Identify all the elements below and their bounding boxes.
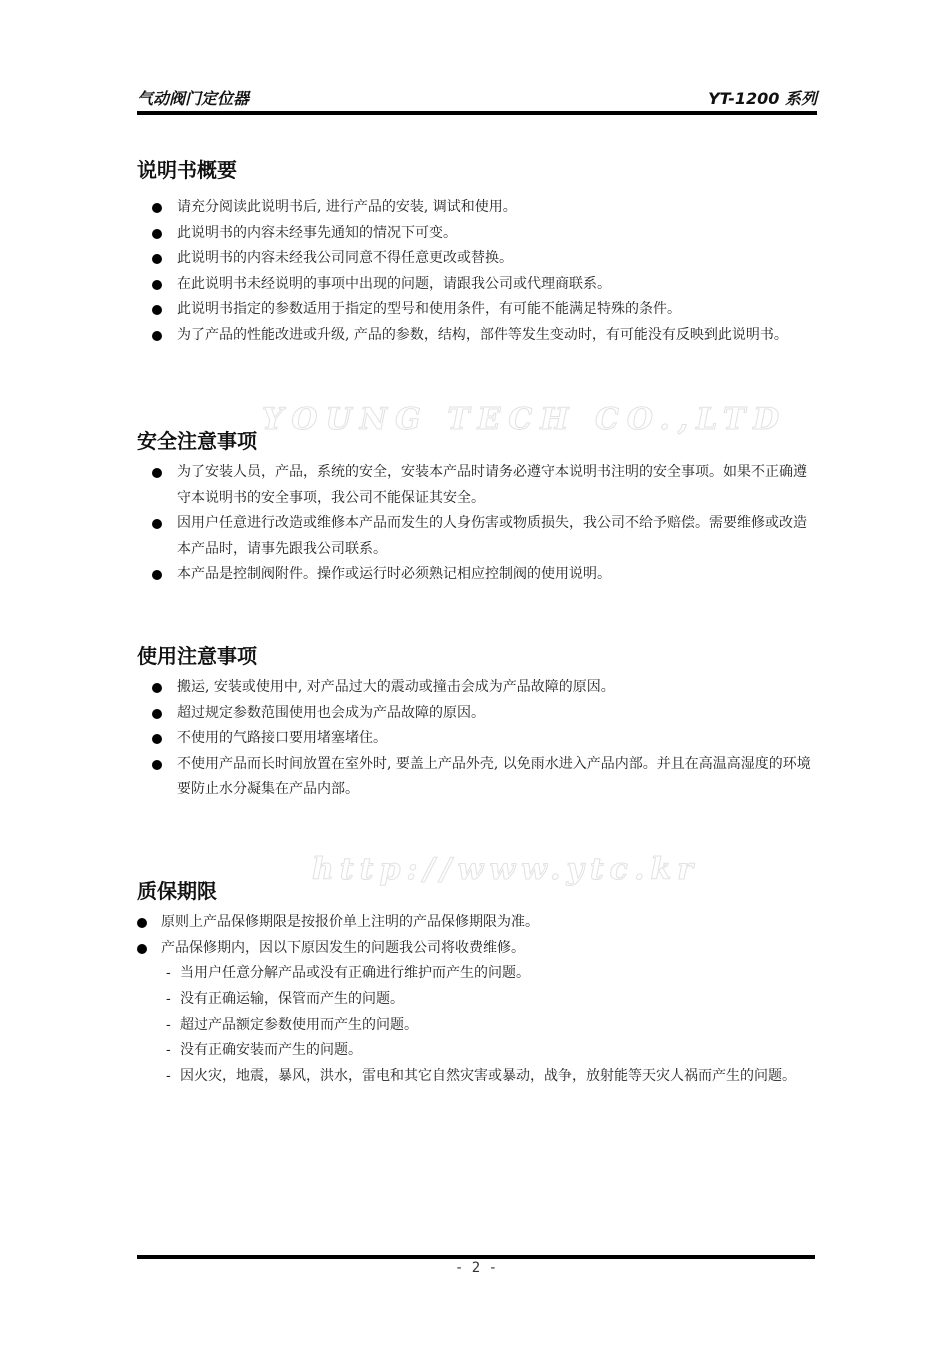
list-item-text: 在此说明书未经说明的事项中出现的问题，请跟我公司或代理商联系。 [177, 275, 611, 292]
bullet-icon [152, 468, 162, 478]
list-item-text: 产品保修期内，因以下原因发生的问题我公司将收费维修。 [161, 939, 525, 956]
header-divider [137, 111, 817, 115]
list-item-text: 因用户任意进行改造或维修本产品而发生的人身伤害或物质损失，我公司不给予赔偿。需要维修或改造本产品时，请事先跟我公司联系。 [177, 515, 807, 557]
bullet-icon [152, 229, 162, 239]
safety-list [137, 460, 819, 588]
warranty-sublist [166, 961, 796, 1090]
list-item-text: 不使用产品而长时间放置在室外时, 要盖上产品外壳, 以免雨水进入产品内部。并且在高温高湿度的环境要防止水分凝集在产品内部。 [177, 755, 811, 797]
section-title-usage: 使用注意事项 [137, 644, 257, 668]
page-number: - 2 - [454, 1260, 498, 1276]
sublist-item [166, 1064, 796, 1090]
header-product-name: 气动阀门定位器 [137, 89, 250, 108]
bullet-icon [152, 709, 162, 719]
watermark-url: http://www.ytc.kr [312, 852, 699, 887]
list-item-text: 请充分阅读此说明书后, 进行产品的安装, 调试和使用。 [177, 199, 517, 215]
dash-marker: - [166, 1042, 171, 1059]
list-item-text: 超过规定参数范围使用也会成为产品故障的原因。 [177, 704, 485, 721]
dash-marker: - [166, 1016, 171, 1033]
bullet-icon [152, 683, 162, 693]
list-item-text: 为了安装人员，产品，系统的安全，安装本产品时请务必遵守本说明书注明的安全事项。如果不正确遵守本说明书的安全事项，我公司不能保证其安全。 [177, 464, 807, 506]
dash-marker: - [166, 965, 171, 981]
overview-list [137, 195, 819, 348]
bullet-icon [152, 254, 162, 264]
section-title-safety: 安全注意事项 [137, 429, 257, 453]
list-item-text: 搬运, 安装或使用中, 对产品过大的震动或撞击会成为产品故障的原因。 [177, 679, 615, 695]
sublist-item [166, 1013, 796, 1039]
bullet-icon [152, 570, 162, 580]
bullet-icon [152, 519, 162, 529]
list-item [137, 511, 819, 562]
sublist-item [166, 987, 796, 1013]
list-item-text: 本产品是控制阀附件。操作或运行时必须熟记相应控制阀的使用说明。 [177, 566, 611, 582]
list-item [137, 910, 819, 936]
list-item-text: 此说明书的内容未经我公司同意不得任意更改或替换。 [177, 250, 513, 266]
list-item [137, 195, 819, 221]
list-item [137, 323, 819, 349]
sublist-item-text: 因火灾，地震，暴风，洪水，雷电和其它自然灾害或暴动，战争，放射能等天灾人祸而产生的问题。 [180, 1068, 796, 1085]
sublist-item-text: 没有正确运输，保管而产生的问题。 [180, 990, 404, 1007]
list-item [137, 297, 819, 323]
sublist-item-text: 没有正确安装而产生的问题。 [180, 1042, 362, 1059]
list-item [137, 221, 819, 247]
bullet-icon [152, 760, 162, 770]
watermark-company: YOUNG TECH CO.,LTD [262, 402, 788, 437]
list-item [137, 460, 819, 511]
list-item [137, 272, 819, 298]
list-item [137, 726, 819, 752]
bullet-icon [152, 734, 162, 744]
sublist-item-text: 当用户任意分解产品或没有正确进行维护而产生的问题。 [180, 965, 530, 981]
bullet-icon [137, 918, 147, 928]
section-title-overview: 说明书概要 [137, 158, 237, 182]
sublist-item [166, 961, 796, 987]
list-item [137, 752, 819, 803]
dash-marker: - [166, 990, 171, 1007]
sublist-item-text: 超过产品额定参数使用而产生的问题。 [180, 1016, 418, 1033]
usage-list [137, 675, 819, 803]
warranty-list [137, 910, 819, 961]
bullet-icon [152, 280, 162, 290]
bullet-icon [152, 305, 162, 315]
bullet-icon [137, 944, 147, 954]
sublist-item [166, 1038, 796, 1064]
header-series-name: YT-1200 系列 [708, 89, 817, 108]
bullet-icon [152, 203, 162, 213]
list-item [137, 936, 819, 962]
list-item [137, 701, 819, 727]
list-item [137, 246, 819, 272]
list-item-text: 为了产品的性能改进或升级, 产品的参数，结构，部件等发生变动时，有可能没有反映到此说明书。 [177, 326, 788, 343]
list-item [137, 562, 819, 588]
section-title-warranty: 质保期限 [137, 879, 217, 903]
list-item [137, 675, 819, 701]
list-item-text: 此说明书指定的参数适用于指定的型号和使用条件，有可能不能满足特殊的条件。 [177, 301, 681, 317]
list-item-text: 此说明书的内容未经事先通知的情况下可变。 [177, 224, 457, 241]
bullet-icon [152, 331, 162, 341]
dash-marker: - [166, 1068, 171, 1085]
list-item-text: 原则上产品保修期限是按报价单上注明的产品保修期限为准。 [161, 914, 539, 930]
list-item-text: 不使用的气路接口要用堵塞堵住。 [177, 730, 387, 746]
